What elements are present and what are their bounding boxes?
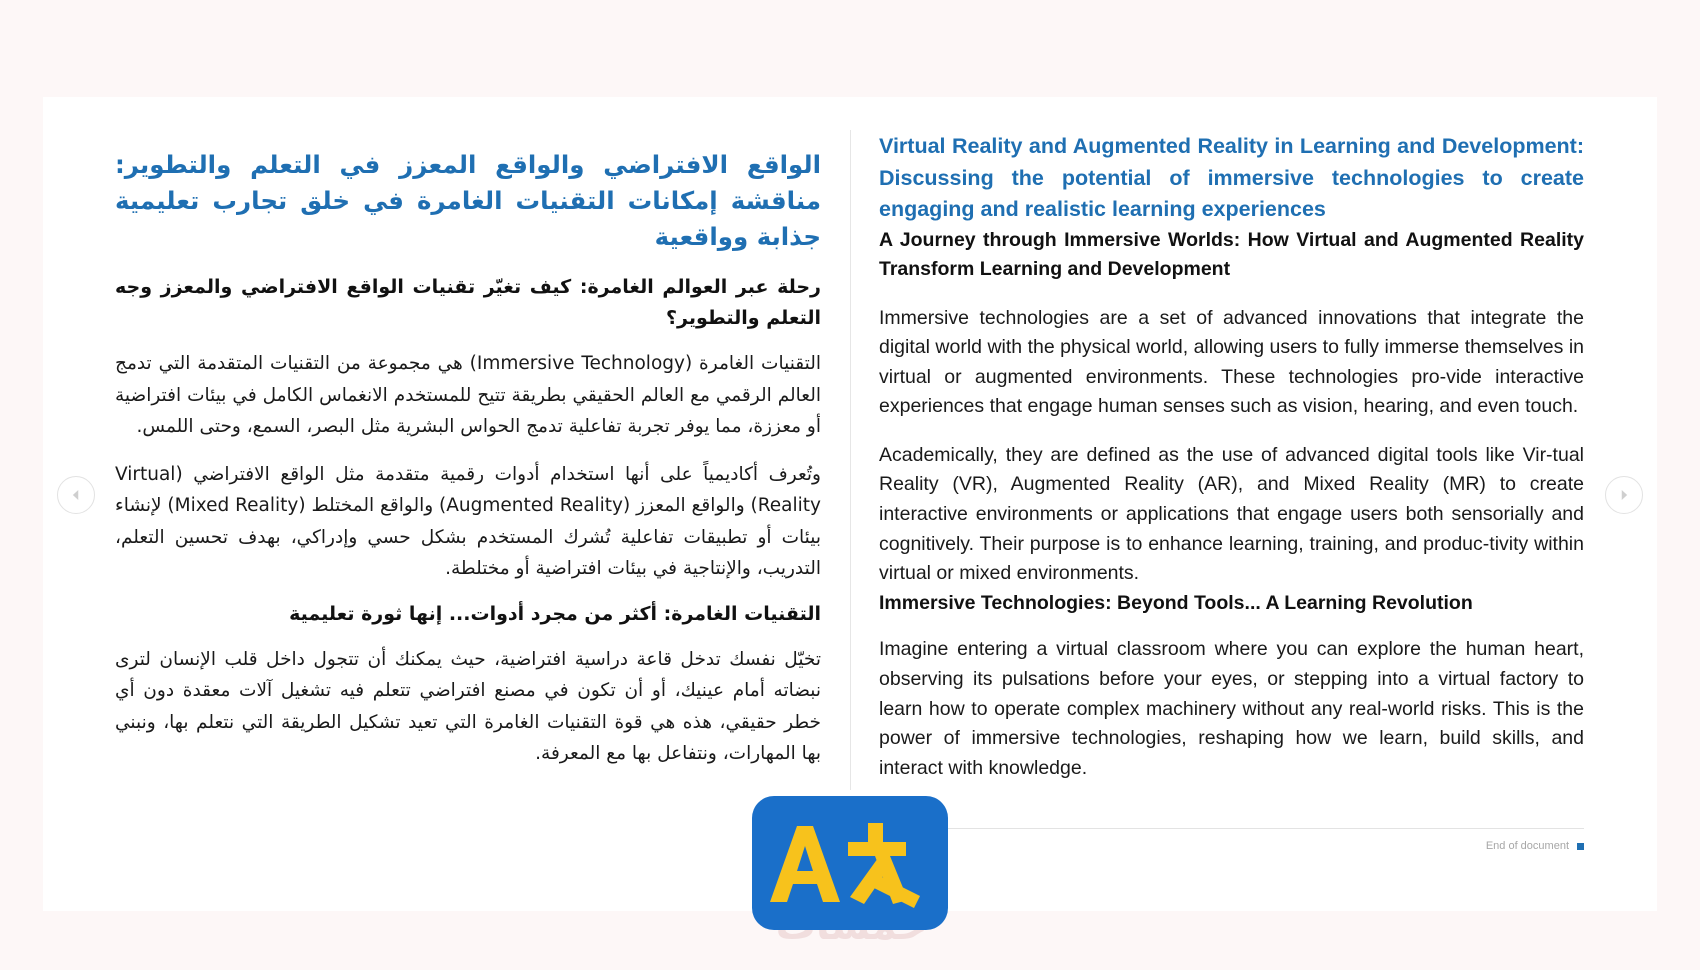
end-marker-icon [1577, 843, 1584, 850]
arabic-section-heading: التقنيات الغامرة: أكثر من مجرد أدوات... إنها ثورة تعليمية [289, 602, 821, 625]
english-title: Virtual Reality and Augmented Reality in Learning and Development: Discussing the potential of immersive technologies to create engaging and realistic learning experiences [879, 134, 1584, 221]
english-column [879, 131, 1584, 783]
arabic-paragraph-2: وتُعرف أكاديمياً على أنها استخدام أدوات رقمية متقدمة مثل الواقع الافتراضي (Virtual Reality) والواقع المعزز (Augmented Reality) والواقع المختلط (Mixed Reality) لإنشاء بيئات أو تطبيقات تفاعلية تُشرك المستخدم بشكل حسي وإدراكي، بهدف تحسين التعلم، التدريب، والإنتاجية في بيئات افتراضية أو مختلطة. [115, 463, 821, 579]
translate-logo [752, 796, 948, 930]
end-divider [879, 828, 1584, 829]
arabic-title: الواقع الافتراضي والواقع المعزز في التعلم والتطوير: مناقشة إمكانات التقنيات الغامرة في خلق تجارب تعليمية جذابة وواقعية [115, 150, 821, 251]
arabic-paragraph-1: التقنيات الغامرة (Immersive Technology) هي مجموعة من التقنيات المتقدمة التي تدمج العالم الرقمي مع العالم الحقيقي بطريقة تتيح للمستخدم الانغماس الكامل في بيئات افتراضية أو معززة، مما يوفر تجربة تفاعلية تدمج الحواس البشرية مثل البصر، السمع، وحتى اللمس. [115, 353, 821, 437]
chevron-right-icon [1615, 486, 1633, 504]
next-page-button[interactable] [1605, 476, 1643, 514]
column-divider [850, 130, 851, 790]
english-section-heading: Immersive Technologies: Beyond Tools... A Learning Revolution [879, 591, 1473, 614]
end-of-document-label: End of document [1485, 840, 1569, 852]
end-of-document [1486, 840, 1584, 852]
translate-icon [752, 796, 948, 930]
arabic-subtitle: رحلة عبر العوالم الغامرة: كيف تغيّر تقنيات الواقع الافتراضي والمعزز وجه التعلم والتطوير؟ [115, 276, 821, 329]
english-subtitle: A Journey through Immersive Worlds: How Virtual and Augmented Reality Transform Learning and Development [879, 228, 1584, 280]
arabic-paragraph-3: تخيّل نفسك تدخل قاعة دراسية افتراضية، حيث يمكنك أن تتجول داخل قلب الإنسان لترى نبضاته أمام عينيك، أو أن تكون في مصنع افتراضي تتعلم فيه تشغيل آلات معقدة دون أي خطر حقيقي، هذه هي قوة التقنيات الغامرة التي تعيد تشكيل الطريقة التي نتعلم بها، ونبني بها المهارات، ونتفاعل بها مع المعرفة. [115, 648, 821, 764]
english-paragraph-3: Imagine entering a virtual classroom where you can explore the human heart, observing its pulsations before your eyes, or stepping into a virtual factory to learn how to operate complex machinery without any real-world risks. This is the power of immersive technologies, reshaping how we learn, build skills, and interact with knowledge. [879, 638, 1584, 779]
english-paragraph-2: Academically, they are defined as the use of advanced digital tools like Vir-tual Reality (VR), Augmented Reality (AR), and Mixed Reality (MR) to create interactive environments or applications that engage users both sensorially and cognitively. Their purpose is to enhance learning, training, and produc-tivity within virtual or mixed environments. [879, 443, 1584, 585]
arabic-column [115, 147, 821, 770]
previous-page-button[interactable] [57, 476, 95, 514]
chevron-left-icon [67, 486, 85, 504]
english-paragraph-1: Immersive technologies are a set of advanced innovations that integrate the digital world with the physical world, allowing users to fully immerse themselves in virtual or augmented environments. These technologies pro-vide interactive experiences that engage human senses such as vision, hearing, and even touch. [879, 306, 1584, 418]
